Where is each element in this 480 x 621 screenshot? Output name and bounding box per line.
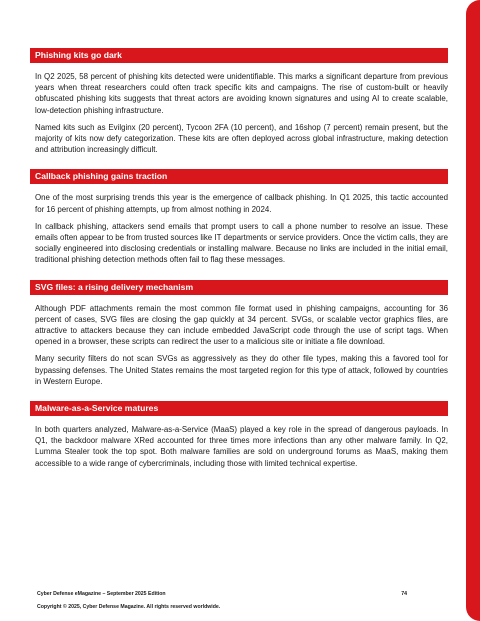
page-edge-accent [466, 0, 480, 621]
section-heading: Callback phishing gains traction [30, 169, 448, 184]
paragraph: Although PDF attachments remain the most common file format used in phishing campaigns, accounting for 36 percent of cases, SVG files are closing the gap quickly at 34 percent. SVGs, or scalable vector graphics files, are attractive to attackers because they can include embedded JavaScript code through the use of script tags. When opened in a browser, these scripts can redirect the user to a malicious site or initiate a file download. [35, 303, 448, 347]
paragraph: Named kits such as Evilginx (20 percent), Tycoon 2FA (10 percent), and 16shop (7 percent) remain present, but the majority of kits now defy categorization. These kits are often deployed across global infrastructure, making detection and attribution increasingly difficult. [35, 122, 448, 155]
page-footer [37, 591, 407, 610]
paragraph: One of the most surprising trends this year is the emergence of callback phishing. In Q1 2025, this tactic accounted for 16 percent of phishing attempts, up from almost nothing in 2024. [35, 193, 448, 214]
section-svg-files [30, 280, 448, 387]
section-heading: Phishing kits go dark [30, 48, 448, 63]
section-maas [30, 401, 448, 469]
footer-copyright: Copyright © 2025, Cyber Defense Magazine. All rights reserved worldwide. [37, 604, 221, 610]
section-callback-phishing [30, 169, 448, 265]
paragraph: In both quarters analyzed, Malware-as-a-Service (MaaS) played a key role in the spread of dangerous payloads. In Q1, the backdoor malware XRed accounted for three times more infections than any other malware family. In Q2, Lumma Stealer took the top spot. Both malware families are sold on underground forums as MaaS, making them accessible to a wide range of cybercriminals, including those with limited technical expertise. [35, 425, 448, 468]
section-heading: Malware-as-a-Service matures [30, 401, 448, 416]
section-phishing-kits [30, 48, 448, 155]
article-body [30, 48, 448, 483]
page-number: 74 [401, 591, 407, 597]
footer-line [37, 591, 407, 597]
section-heading: SVG files: a rising delivery mechanism [30, 280, 448, 295]
paragraph: Many security filters do not scan SVGs as aggressively as they do other file types, making this a favored tool for bypassing defenses. The United States remains the most targeted region for this type of attack, followed by countries in Western Europe. [35, 354, 448, 386]
paragraph: In callback phishing, attackers send emails that prompt users to call a phone number to resolve an issue. These emails often appear to be from trusted sources like IT departments or service providers. Once the victim calls, they are socially engineered into disclosing credentials or installing malware. Because no links are included in the initial email, traditional phishing detection methods often fail to flag these messages. [35, 221, 448, 265]
paragraph: In Q2 2025, 58 percent of phishing kits detected were unidentifiable. This marks a significant departure from previous years when threat researchers could often track specific kits and campaigns. The rise of custom-built or heavily obfuscated phishing kits suggests that threat actors are avoiding known signatures and using AI to create scalable, low-detection phishing infrastructure. [35, 72, 448, 115]
footer-edition: Cyber Defense eMagazine – September 2025 Edition [37, 591, 166, 597]
